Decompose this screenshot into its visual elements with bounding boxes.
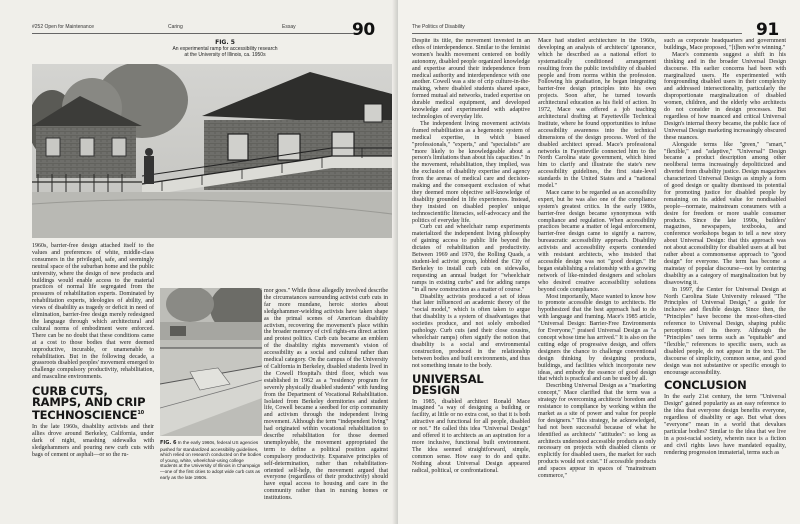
paragraph: In the late 1960s, disability activists and their allies drove around Berkeley, California, under dark of night, smashing sidewalks with sledgehammers and pouring new curb cuts with bags of cement or asphalt—or so the ru- — [32, 423, 154, 458]
right-page — [398, 0, 800, 524]
paragraph: Disability activists produced a set of ideas that later influenced an academic theory of the "social model," which is often taken to argue that disability is a system of disadvantages that societies produce, and not solely embodied pathology. Curb cuts (and their close cousins, wheelchair ramps) often signify the notion that disability is a social and environmental construction, produced in the relationship between bodies and built environments, and thus not something innate to the body. — [412, 293, 530, 369]
figure-caption-text: In the early 1960s, federal US agencies pushed for standardized accessibility guidelines, which relied on research conducted on the bodies of young, white, wheelchair-using college students at the University of Illinois in Champaign—one of the first cities to adopt wide curb cuts as early as the late 1950s. — [160, 440, 262, 480]
paragraph: In 1985, disabled architect Ronald Mace imagined "a way of designing a building or facility, at little or no extra cost, so that it is both attractive and functional for all people, disabled or not." He called this idea "Universal Design" and offered it to architects as an aspiration for a more inclusive, functional built environment. The idea seemed straightforward, simple, common sense. How easy to do and quite. Nothing about Universal Design appeared radical, political, or confrontational. — [412, 398, 530, 474]
paragraph: The independent living movement activists framed rehabilitation as a hegemonic system of medical expertise, in which biased "professionals," "experts," and "specialists" are "more likely to be knowledgeable about a person's limitations than about his capacities." In the movement, rehabilitation, they implied, was the exclusion of disability expertise and agency from the arenas of medical care and decision-making and the consequent exclusion of what they deemed more objective self-knowledge of disability grounded in life experiences. Instead, they insisted on disabled peoples' unique technoscientific literacies, self-advocacy and the politics of everyday life. — [412, 120, 530, 224]
section-heading-universal-design: UNIVERSAL DESIGN — [412, 371, 484, 397]
figure-caption-text: An experimental ramp for accessibility research at the University of Illinois, ca. 1950s — [172, 46, 278, 58]
paragraph: In the early 21st century, the term "Universal Design" gained popularity as an easy reference to the idea that everyone design benefits everyone, regardless of disability or age. But what does "everyone" mean in a world that devalues particular bodies? Similar to the idea that we live in a post-racial society, wherein race is a fiction and civil rights laws have mandated equality, rendering progression immaterial, terms such as — [664, 394, 786, 456]
right-column-3 — [664, 38, 786, 520]
section-heading-text: CURB CUTS, RAMPS, AND CRIP TECHNOSCIENCE — [32, 384, 146, 422]
running-head-section: Caring — [168, 24, 183, 30]
paragraph: Mace's comments suggest a shift in his thinking and in the broader Universal Design discourse. His earlier concerns had been with marginalized users. He experimented with foregrounding disabled users in their complexity and addressed intersectionality, particularly the disproportionate marginalization of disabled women, children, and the elderly who architects do not consider in design processes. But regardless of how nuanced and critical Universal Design's internal theory became, the public face of Universal Design marketing increasingly obscured these nuances. — [664, 51, 786, 141]
paragraph: Mace came to be regarded as an accessibility expert, but he was also one of the compliance system's greatest critics. In the early 1980s, barrier-free design became synonymous with compliance and regulation. When accessibility practices became a matter of legal enforcement, barrier-free design came to signify a narrow, bureaucratic accessibility approach. Disability activists and accessibility experts contended with resistant architects, who insisted that accessible design was not "good design." He began establishing a relationship with a growing network of like-minded designers and scholars who desired creative accessibility solutions beyond code compliance. — [538, 189, 656, 293]
page-number-left: 90 — [352, 20, 375, 40]
paragraph: such as corporate headquarters and government buildings, Mace proposed, "[t]hen we're winning." — [664, 38, 786, 51]
paragraph: Alongside terms like "green," "smart," "flexible," and "adaptive," "Universal" Design became a product description among other neoliberal terms increasingly depoliticized and diverted from disability justice. Design magazines characterized Universal Design as simply a form of good design or quality dismissed its potential for promoting justice for disabled people by remaining on its added value for nondisabled people—normate, mainstream consumers with a desire for freedom or more usable consumer products. Since the late 1990s, builders' magazines, newspapers, textbooks, and conference workshops began to tell a new story about Universal Design: that this approach was not about accessibility for disabled users at all but rather about a commonsense approach to "good design" for everyone. The term has become a mainstay of popular discourse—not by centering disability as a category of marginalization but by disavowing it. — [664, 141, 786, 286]
header-rule — [32, 33, 354, 34]
section-heading-conclusion: CONCLUSION — [664, 378, 747, 393]
section-heading-curb-cuts — [32, 386, 154, 421]
left-column-2 — [264, 288, 388, 520]
ramp-building-illustration — [32, 64, 392, 238]
paragraph: Mace had studied architecture in the 1960s, developing an analysis of architects' ignorance, which he described as a national effort to systematically conditioned arrangement resulting from the public invisibility of disabled people and from norms within the profession. Following his graduation, he began integrating barrier-free design principles into his own projects. Soon after, he turned towards architectural education as his field of action. In 1972, Mace was offered a job teaching architectural drafting at Fayetteville Technical Institute, where he found opportunities to infuse accessibility awareness into the technical dimensions of the design process. Word of the disabled architect spread. Mace's professional networks in Fayetteville connected him to the North Carolina state government, which hired him to clarify and illustrate the state's new accessibility guidelines, the first state-level standards in the United States and a "national model." — [538, 38, 656, 190]
right-column-2 — [538, 38, 656, 520]
paragraph: mor goes." While those allegedly involved describe the circumstances surrounding activist curb cuts in far more mundane, heroic stories about sledgehammer-wielding activists have taken shape as the primal scenes of American disability activism, recovering the movement's place within the broader memory of civil rights-era direct action and protest politics. Curb cuts became an emblem of the disability rights movement's vision of accessibility as a social and cultural rather than medical category. On the campus of the University of California in Berkeley, disabled students lived in the Cowell Hospital's third floor, which was established in 1962 as a "residency program for severely physically disabled students" with funding from the Department of Vocational Rehabilitation. Isolated from Berkeley dormitories and student life, Cowell became a seedbed for crip community and activism through the independent living movement. Although the term "independent living" had originated within vocational rehabilitation to describe rehabilitation for those deemed unemployable, the movement appropriated the term to define a political position against compulsory productivity. Expansive principles of self-determination, rather than rehabilitation-oriented self-help, the movement argued that everyone (regardless of their productivity) should have equal access to housing and care in the community rather than in nursing homes or institutions. — [264, 288, 388, 502]
figure-label: FIG. 5 — [215, 39, 235, 46]
figure-caption-top — [170, 40, 280, 58]
curb-cut-illustration — [160, 288, 262, 436]
paragraph: Describing Universal Design as a "marketing concept," Mace clarified that the term was a strategy for overcoming architects' boredom and resistance to compliance by working within the market as a site of power and value for people for designers." This strategy, he acknowledged, had not been successful because of what he identified as architects' "attitudes": so long as architects understood accessible products as only necessary on projects with disabled clients or explicitly for disabled users, the market for such products would not exist." If accessible products and spaces appear in spaces of "mainstream commerce," — [538, 383, 656, 480]
left-column-1 — [32, 243, 154, 493]
page-number-right: 91 — [756, 20, 779, 40]
paragraph: 1960s, barrier-free design attached itself to the values and preferences of white, middle-class consumers in the privileged, safe, and seemingly neutral space of the suburban home and the public university, where the design of new products and buildings would enable access to the material practices of normal life segregated from the pressures of rehabilitation experts. Dominated by rehabilitation experts, ideologies of ability, and views of disability as tragedy or deficit in need of elimination, barrier-free design merely redesigned the language through which architectural and cultural norms of embodiment were enforced. There can be no doubt that these conditions came at a cost to those bodies that were deemed unproductive, incurable, or unamenable to rehabilitation. But in the following decade, a grassroots disabled peoples' movement emerged to challenge compulsory productivity, rehabilitation, and masculine environments. — [32, 243, 154, 381]
ramp-building-photo — [32, 64, 392, 238]
paragraph: Despite its title, the movement invested in an ethos of interdependence. Similar to the feminist women's health movement centered on bodily autonomy, disabled people organized knowledge and expertise around their independence from medical authority and interdependence with one another. Cowell was a site of crip culture-in-the-making, where disabled students shared space, formed mutual aid networks, traded expertise on durable medical equipment, and developed knowledge and experimented with adaptive technologies of everyday life. — [412, 38, 530, 120]
header-rule — [412, 33, 742, 34]
figure-caption-bottom — [160, 440, 262, 480]
left-page — [0, 0, 398, 524]
curb-cut-street-photo — [160, 288, 262, 436]
section-note: 10 — [137, 410, 144, 417]
running-head-book: #252 Open for Maintenance — [32, 24, 94, 30]
running-head-right: The Politics of Disability — [412, 24, 465, 30]
running-head-kind: Essay — [282, 24, 296, 30]
paragraph: Most importantly, Mace wanted to know how to promote accessible design to architects. He hypothesized that the best approach had to do with language and framing. Mace's 1985 article, "Universal Design: Barrier-Free Environments for Everyone," praised Universal Design as "a concept whose time has arrived." It is also on the cutting edge of progressive design, and offers designers the chance to challenge conventional design thinking by designing products, buildings, and facilities which incorporate new ideas, and embody the essence of good design that which is practical and can be used by all. — [538, 293, 656, 383]
right-column-1 — [412, 38, 530, 520]
paragraph: Curb cut and wheelchair ramp experiments materialized the independent living philosophy of gaining access to public life beyond the dictates of rehabilitation and productivity. Between 1969 and 1970, the Rolling Quads, a student-led activist group, lobbied the City of Berkeley to install curb cuts on sidewalks, requesting an annual budget for "wheelchair ramps in existing curbs" and for adding ramps "in all new construction as a matter of course." — [412, 224, 530, 293]
figure-label: FIG. 6 — [160, 440, 177, 446]
paragraph: In 1997, the Center for Universal Design at North Carolina State University released "The Principles of Universal Design," a guide for inclusive and flexible design. Since then, the "Principles" have become the most-often-cited reference to Universal Design, shaping public perceptions of its theory. Although the "Principles" uses terms such as "equitable" and "flexible," references to specific users, such as disabled people, do not appear in the text. The discourse of simplicity, common sense, and good design was not substantive or specific enough to encourage accessibility. — [664, 286, 786, 376]
